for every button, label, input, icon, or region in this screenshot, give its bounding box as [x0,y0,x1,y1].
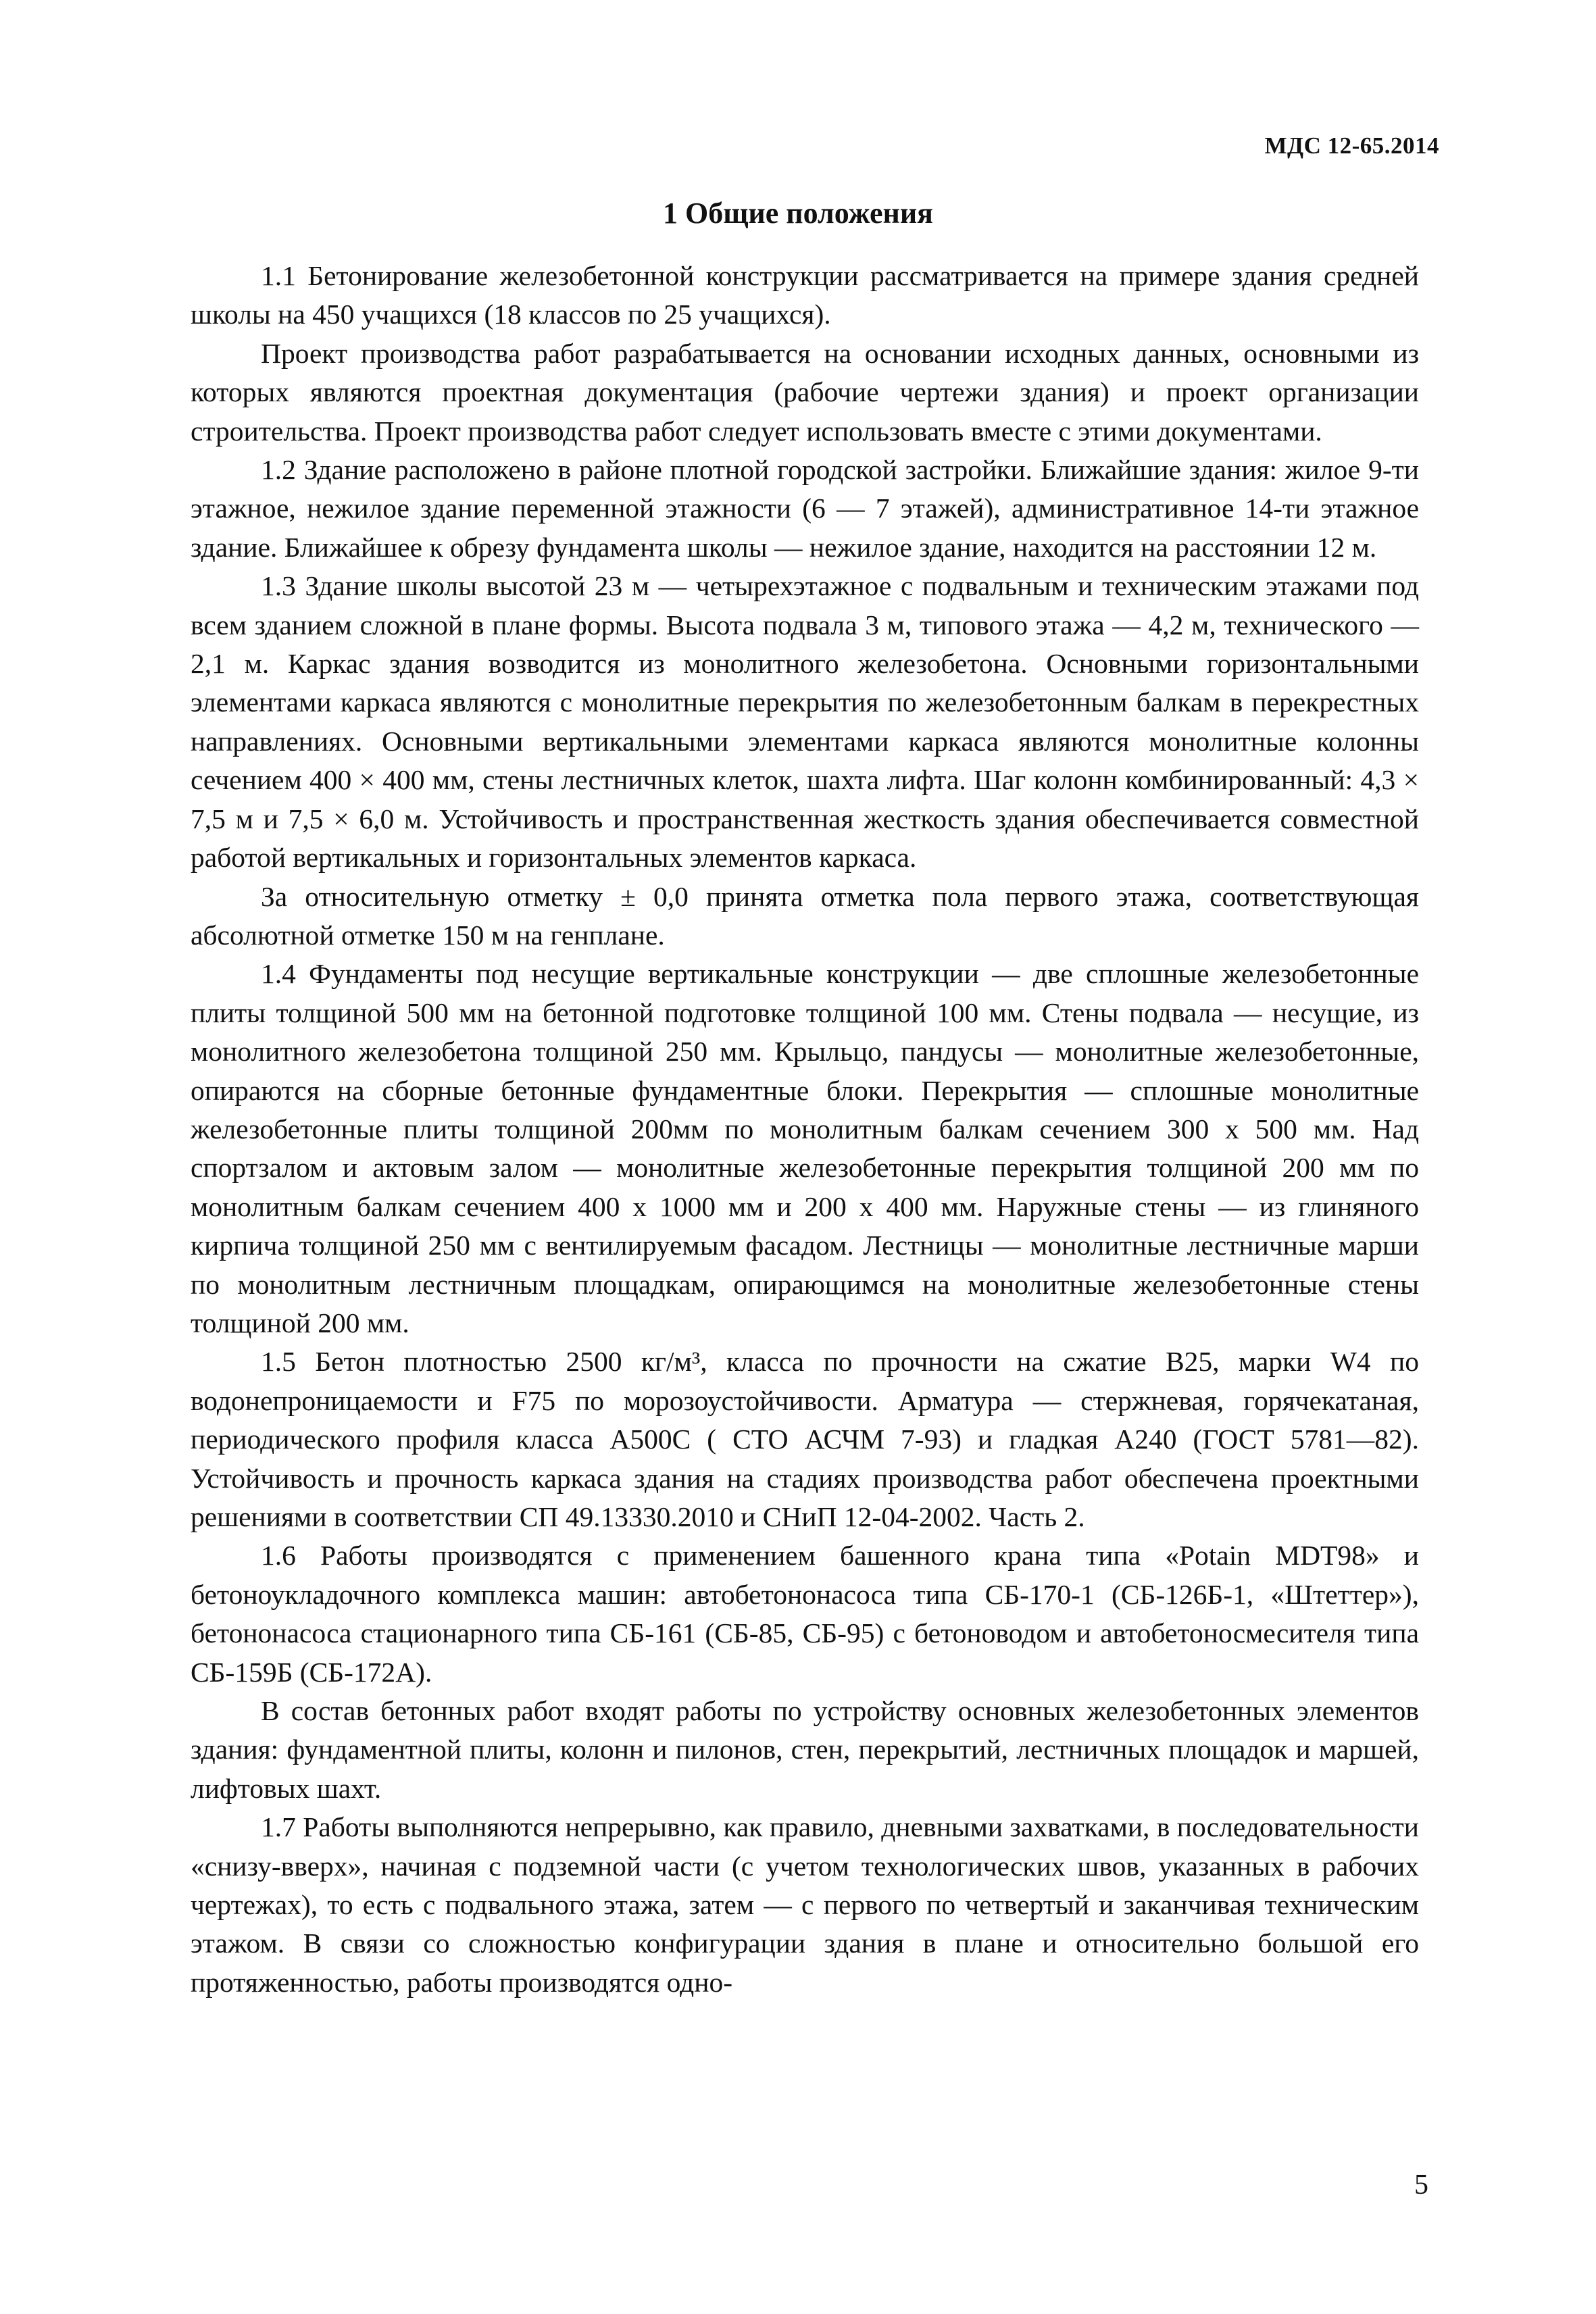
paragraph-1-4: 1.4 Фундаменты под несущие вертикальные конструкции — две сплошные железобетонные плиты толщиной 500 мм на бетонной подготовке толщиной 100 мм. Стены подвала — несущие, из монолитного железобетона толщиной 250 мм. Крыльцо, пандусы — монолитные железобетонные, опираются на сборные бетонные фундаментные блоки. Перекрытия — сплошные монолитные железобетонные плиты толщиной 200мм по монолитным балкам сечением 300 х 500 мм. Над спортзалом и актовым залом — монолитные железобетонные перекрытия толщиной 200 мм по монолитным балкам сечением 400 х 1000 мм и 200 х 400 мм. Наружные стены — из глиняного кирпича толщиной 250 мм с вентилируемым фасадом. Лестницы — монолитные лестничные марши по монолитным лестничным площадкам, опирающимся на монолитные железобетонные стены толщиной 200 мм. [191,958,1419,1338]
paragraph-1-1: 1.1 Бетонирование железобетонной конструкции рассматривается на примере здания средней школы на 450 учащихся (18 классов по 25 учащихся). [191,260,1419,330]
body-text [191,257,1419,2002]
section-title: 1 Общие положения [663,197,933,230]
paragraph-1-3: 1.3 Здание школы высотой 23 м — четырехэтажное с подвальным и техническим этажами под всем зданием сложной в плане формы. Высота подвала 3 м, типового этажа — 4,2 м, технического — 2,1 м. Каркас здания возводится из монолитного железобетона. Основными горизонтальными элементами каркаса являются с монолитные перекрытия по железобетонным балкам в перекрестных направлениях. Основными вертикальными элементами каркаса являются монолитные колонны сечением 400 × 400 мм, стены лестничных клеток, шахта лифта. Шаг колонн комбинированный: 4,3 × 7,5 м и 7,5 × 6,0 м. Устойчивость и пространственная жесткость здания обеспечивается совместной работой вертикальных и горизонтальных элементов каркаса. [191,570,1419,874]
paragraph-1-2: 1.2 Здание расположено в районе плотной городской застройки. Ближайшие здания: жилое 9-ти этажное, нежилое здание переменной этажности (6 — 7 этажей), административное 14-ти этажное здание. Ближайшее к обрезу фундамента школы — нежилое здание, находится на расстоянии 12 м. [191,454,1419,563]
paragraph-1-6: 1.6 Работы производятся с применением башенного крана типа «Potain MDT98» и бетоноукладочного комплекса машин: автобетононасоса типа СБ-170-1 (СБ-126Б-1, «Штеттер»), бетононасоса стационарного типа СБ-161 (СБ-85, СБ-95) с бетоноводом и автобетоносмесителя типа СБ-159Б (СБ-172А). [191,1540,1419,1688]
page-number: 5 [1414,2169,1428,2200]
paragraph-1-7: 1.7 Работы выполняются непрерывно, как правило, дневными захватками, в последовательности «снизу-вверх», начиная с подземной части (с учетом технологических швов, указанных в рабочих чертежах), то есть с подвального этажа, затем — с первого по четвертый и заканчивая техническим этажом. В связи со сложностью конфигурации здания в плане и относительно большой его протяженностью, работы производятся одно- [191,1811,1419,1998]
paragraph-project: Проект производства работ разрабатывается на основании исходных данных, основными из которых являются проектная документация (рабочие чертежи здания) и проект организации строительства. Проект производства работ следует использовать вместе с этими документами. [191,337,1419,447]
paragraph-elevation: За относительную отметку ± 0,0 принята отметка пола первого этажа, соответствующая абсолютной отметке 150 м на генплане. [191,880,1419,951]
paragraph-concrete-works: В состав бетонных работ входят работы по устройству основных железобетонных элементов здания: фундаментной плиты, колонн и пилонов, стен, перекрытий, лестничных площадок и маршей, лифтовых шахт. [191,1695,1419,1804]
paragraph-1-5: 1.5 Бетон плотностью 2500 кг/м³, класса по прочности на сжатие В25, марки W4 по водонепроницаемости и F75 по морозоустойчивости. Арматура — стержневая, горячекатаная, периодического профиля класса А500С ( СТО АСЧМ 7-93) и гладкая А240 (ГОСТ 5781—82). Устойчивость и прочность каркаса здания на стадиях производства работ обеспечена проектными решениями в соответствии СП 49.13330.2010 и СНиП 12-04-2002. Часть 2. [191,1346,1419,1532]
document-code: МДС 12-65.2014 [1264,132,1439,159]
